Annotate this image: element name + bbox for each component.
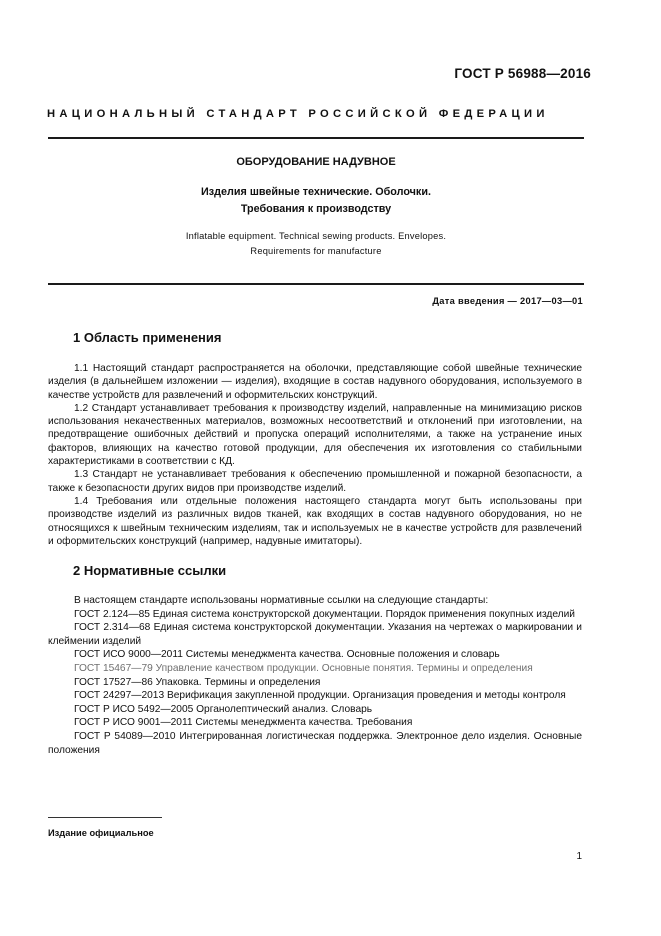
reference-item: ГОСТ Р 54089—2010 Интегрированная логистическая поддержка. Электронное дело изделия. Основные положения: [48, 730, 582, 756]
reference-item: ГОСТ 2.314—68 Единая система конструкторской документации. Указания на чертежах о маркировании и клеймении изделий: [48, 622, 582, 647]
paragraph-1-4: 1.4 Требования или отдельные положения настоящего стандарта могут быть использованы при производстве изделий из различных видов тканей, как входящих в состав надувного оборудования, но не относящихся к швейным техническим изделиям, так и используемых не в качестве устройств для развлечений и оформительских конструкций (например, надувные имитаторы).: [48, 495, 582, 547]
reference-item: ГОСТ 24297—2013 Верификация закупленной продукции. Организация проведения и методы контроля: [74, 690, 566, 702]
paragraph-1-1: 1.1 Настоящий стандарт распространяется на оболочки, представляющие собой швейные технические изделия (в дальнейшем изложении — изделия), входящие в состав надувного оборудования, используемого в качестве устройств для развлечений и оформительских конструкций.: [48, 363, 582, 401]
title-divider: [48, 283, 584, 285]
english-title-line-1: Inflatable equipment. Technical sewing products. Envelopes.: [185, 231, 447, 241]
english-title: [48, 229, 584, 259]
references-intro: В настоящем стандарте использованы нормативные ссылки на следующие стандарты:: [74, 595, 489, 606]
section-1-heading: 1 Область применения: [73, 330, 222, 345]
normative-references: [48, 594, 582, 757]
paragraph-1-3: 1.3 Стандарт не устанавливает требования к обеспечению промышленной и пожарной безопасности, а также к безопасности других видов при производстве изделий.: [48, 469, 582, 494]
reference-item: ГОСТ 15467—79 Управление качеством продукции. Основные понятия. Термины и определения: [74, 662, 533, 674]
page-number: 1: [576, 851, 582, 862]
reference-item: ГОСТ Р ИСО 5492—2005 Органолептический анализ. Словарь: [74, 703, 373, 715]
introduction-date: Дата введения — 2017—03—01: [432, 296, 583, 306]
reference-item: ГОСТ Р ИСО 9001—2011 Системы менеджмента качества. Требования: [74, 717, 413, 729]
paragraph-1-2: 1.2 Стандарт устанавливает требования к производству изделий, направленные на минимизацию рисков использования некачественных материалов, возможных несоответствий и отклонений при изготовлении, на предотвращение ошибочных действий и пропуска операций исполнителями, а также на устранение иных факторов, влияющих на качество готовой продукции, для обеспечения их изготовления со стабильными характеристиками в соответствии с КД.: [48, 402, 582, 468]
subtitle-line-2: Требования к производству: [240, 203, 392, 215]
national-standard-banner: НАЦИОНАЛЬНЫЙ СТАНДАРТ РОССИЙСКОЙ ФЕДЕРАЦИИ: [47, 108, 549, 120]
official-edition-label: Издание официальное: [48, 828, 154, 838]
standard-code: ГОСТ Р 56988—2016: [454, 66, 591, 81]
reference-item: ГОСТ 2.124—85 Единая система конструкторской документации. Порядок применения покупных изделий: [74, 608, 575, 620]
reference-item: ГОСТ ИСО 9000—2011 Системы менеджмента качества. Основные положения и словарь: [74, 649, 500, 661]
footer-divider: [48, 817, 162, 818]
document-title: ОБОРУДОВАНИЕ НАДУВНОЕ: [236, 156, 396, 168]
header-divider: [48, 137, 584, 139]
reference-item: ГОСТ 17527—86 Упаковка. Термины и определения: [74, 676, 321, 688]
section-2-heading: 2 Нормативные ссылки: [73, 563, 227, 578]
section-1-body: [48, 362, 582, 548]
subtitle-line-1: Изделия швейные технические. Оболочки.: [201, 186, 431, 198]
document-subtitle: [48, 184, 584, 218]
english-title-line-2: Requirements for manufacture: [250, 246, 382, 256]
